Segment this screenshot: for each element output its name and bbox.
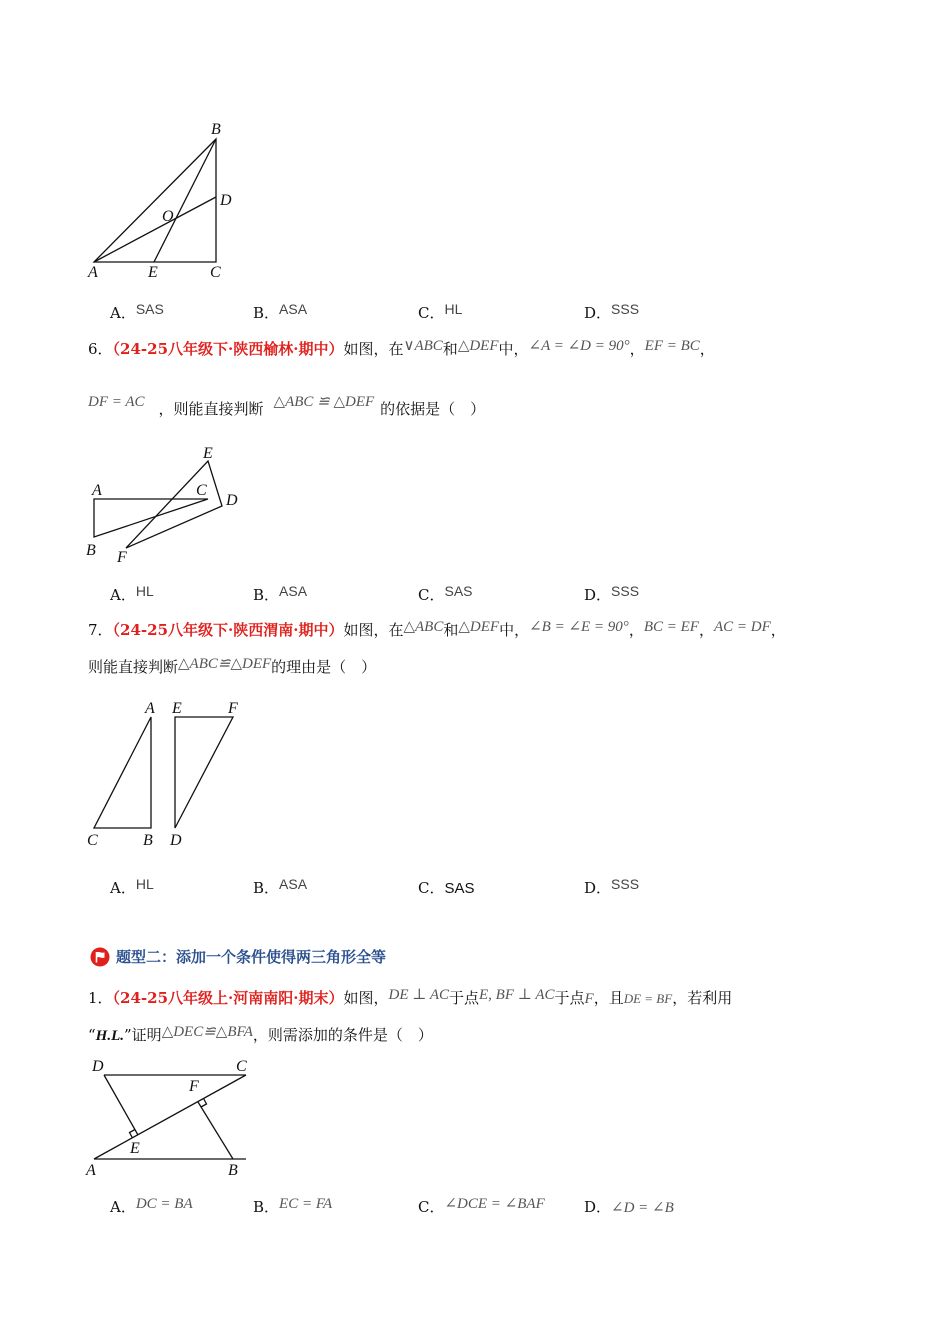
label-e: E bbox=[148, 264, 158, 281]
label-f: F bbox=[189, 1078, 199, 1095]
q7-option-c[interactable]: C．SAS bbox=[418, 879, 475, 897]
q5-option-c[interactable]: C．HL bbox=[418, 301, 463, 322]
figure-q5 bbox=[80, 115, 250, 285]
label-c: C bbox=[236, 1058, 247, 1075]
segment-de bbox=[104, 1075, 138, 1135]
q6-stem-line1: 6．（24-25八年级下·陕西榆林·期中）如图，在∨ABC和△DEF中，∠A = ∠D = 90°，EF = BC， bbox=[88, 338, 715, 358]
q6-option-c[interactable]: C．SAS bbox=[418, 583, 473, 604]
section-title: 题型二：添加一个条件使得两三角形全等 bbox=[116, 948, 387, 966]
figure-q7 bbox=[82, 697, 252, 852]
q6-option-b[interactable]: B．ASA bbox=[253, 583, 308, 604]
label-e: E bbox=[130, 1140, 140, 1157]
label-b: B bbox=[211, 121, 221, 138]
q1-option-a[interactable]: A．DC = BA bbox=[110, 1196, 193, 1216]
label-a: A bbox=[145, 700, 155, 717]
segment-ad bbox=[94, 197, 216, 262]
q7-number: 7． bbox=[88, 621, 113, 639]
q6-source: （24-25八年级下·陕西榆林·期中） bbox=[112, 340, 344, 358]
q1-stem-line2: “H.L.”证明△DEC≌△BFA，则需添加的条件是（ ） bbox=[88, 1024, 433, 1044]
label-b: B bbox=[228, 1162, 238, 1179]
label-f: F bbox=[117, 549, 127, 566]
q7-option-b[interactable]: B．ASA bbox=[253, 876, 308, 897]
label-d: D bbox=[226, 492, 238, 509]
q1-number: 1． bbox=[88, 989, 113, 1007]
q1-source: （24-25八年级上·河南南阳·期末） bbox=[112, 989, 344, 1007]
q1-option-b[interactable]: B．EC = FA bbox=[253, 1196, 333, 1216]
label-e: E bbox=[172, 700, 182, 717]
label-d: D bbox=[170, 832, 182, 849]
label-f: F bbox=[228, 700, 238, 717]
triangle-def bbox=[175, 717, 233, 828]
segment-eb bbox=[154, 139, 216, 262]
triangle-abc bbox=[94, 139, 216, 262]
q7-stem-line1: 7．（24-25八年级下·陕西渭南·期中）如图，在△ABC和△DEF中，∠B = ∠E = 90°，BC = EF，AC = DF， bbox=[88, 619, 786, 639]
label-b: B bbox=[143, 832, 153, 849]
label-e: E bbox=[203, 445, 213, 462]
section-header bbox=[90, 946, 386, 967]
q1-stem-line1: 1．（24-25八年级上·河南南阳·期末）如图，DE ⊥ AC于点E, BF ⊥ AC于点F，且DE = BF，若利用 bbox=[88, 987, 733, 1007]
q1-option-d[interactable]: D．∠D = ∠B bbox=[584, 1198, 674, 1216]
label-b: B bbox=[86, 542, 96, 559]
q5-option-a[interactable]: A．SAS bbox=[110, 301, 164, 322]
label-c: C bbox=[87, 832, 98, 849]
triangle-abc bbox=[94, 717, 151, 828]
flag-icon bbox=[90, 947, 110, 967]
label-a: A bbox=[86, 1162, 96, 1179]
q1-option-c[interactable]: C．∠DCE = ∠BAF bbox=[418, 1196, 545, 1216]
label-o: O bbox=[162, 208, 174, 225]
q5-option-b[interactable]: B．ASA bbox=[253, 301, 308, 322]
q7-option-d[interactable]: D．SSS bbox=[584, 876, 640, 897]
label-d: D bbox=[220, 192, 232, 209]
q7-source: （24-25八年级下·陕西渭南·期中） bbox=[112, 621, 344, 639]
label-c: C bbox=[210, 264, 221, 281]
q7-option-a[interactable]: A．HL bbox=[110, 876, 154, 897]
segment-ac bbox=[94, 1075, 246, 1159]
label-a: A bbox=[88, 264, 98, 281]
label-d: D bbox=[92, 1058, 104, 1075]
figure-q6 bbox=[80, 440, 255, 570]
q5-option-d[interactable]: D．SSS bbox=[584, 301, 640, 322]
triangle-def bbox=[126, 461, 222, 548]
figure-q1 bbox=[80, 1055, 260, 1180]
triangle-abc bbox=[94, 499, 208, 537]
label-a: A bbox=[92, 482, 102, 499]
q6-option-a[interactable]: A．HL bbox=[110, 583, 154, 604]
segment-fb bbox=[198, 1102, 233, 1159]
q6-option-d[interactable]: D．SSS bbox=[584, 583, 640, 604]
q6-number: 6． bbox=[88, 340, 113, 358]
q7-stem-line2: 则能直接判断△ABC≌△DEF的理由是（ ） bbox=[88, 656, 377, 676]
q6-stem-line2: DF = AC ，则能直接判断 △ABC ≌ △DEF 的依据是（ ） bbox=[88, 394, 486, 418]
label-c: C bbox=[196, 482, 207, 499]
